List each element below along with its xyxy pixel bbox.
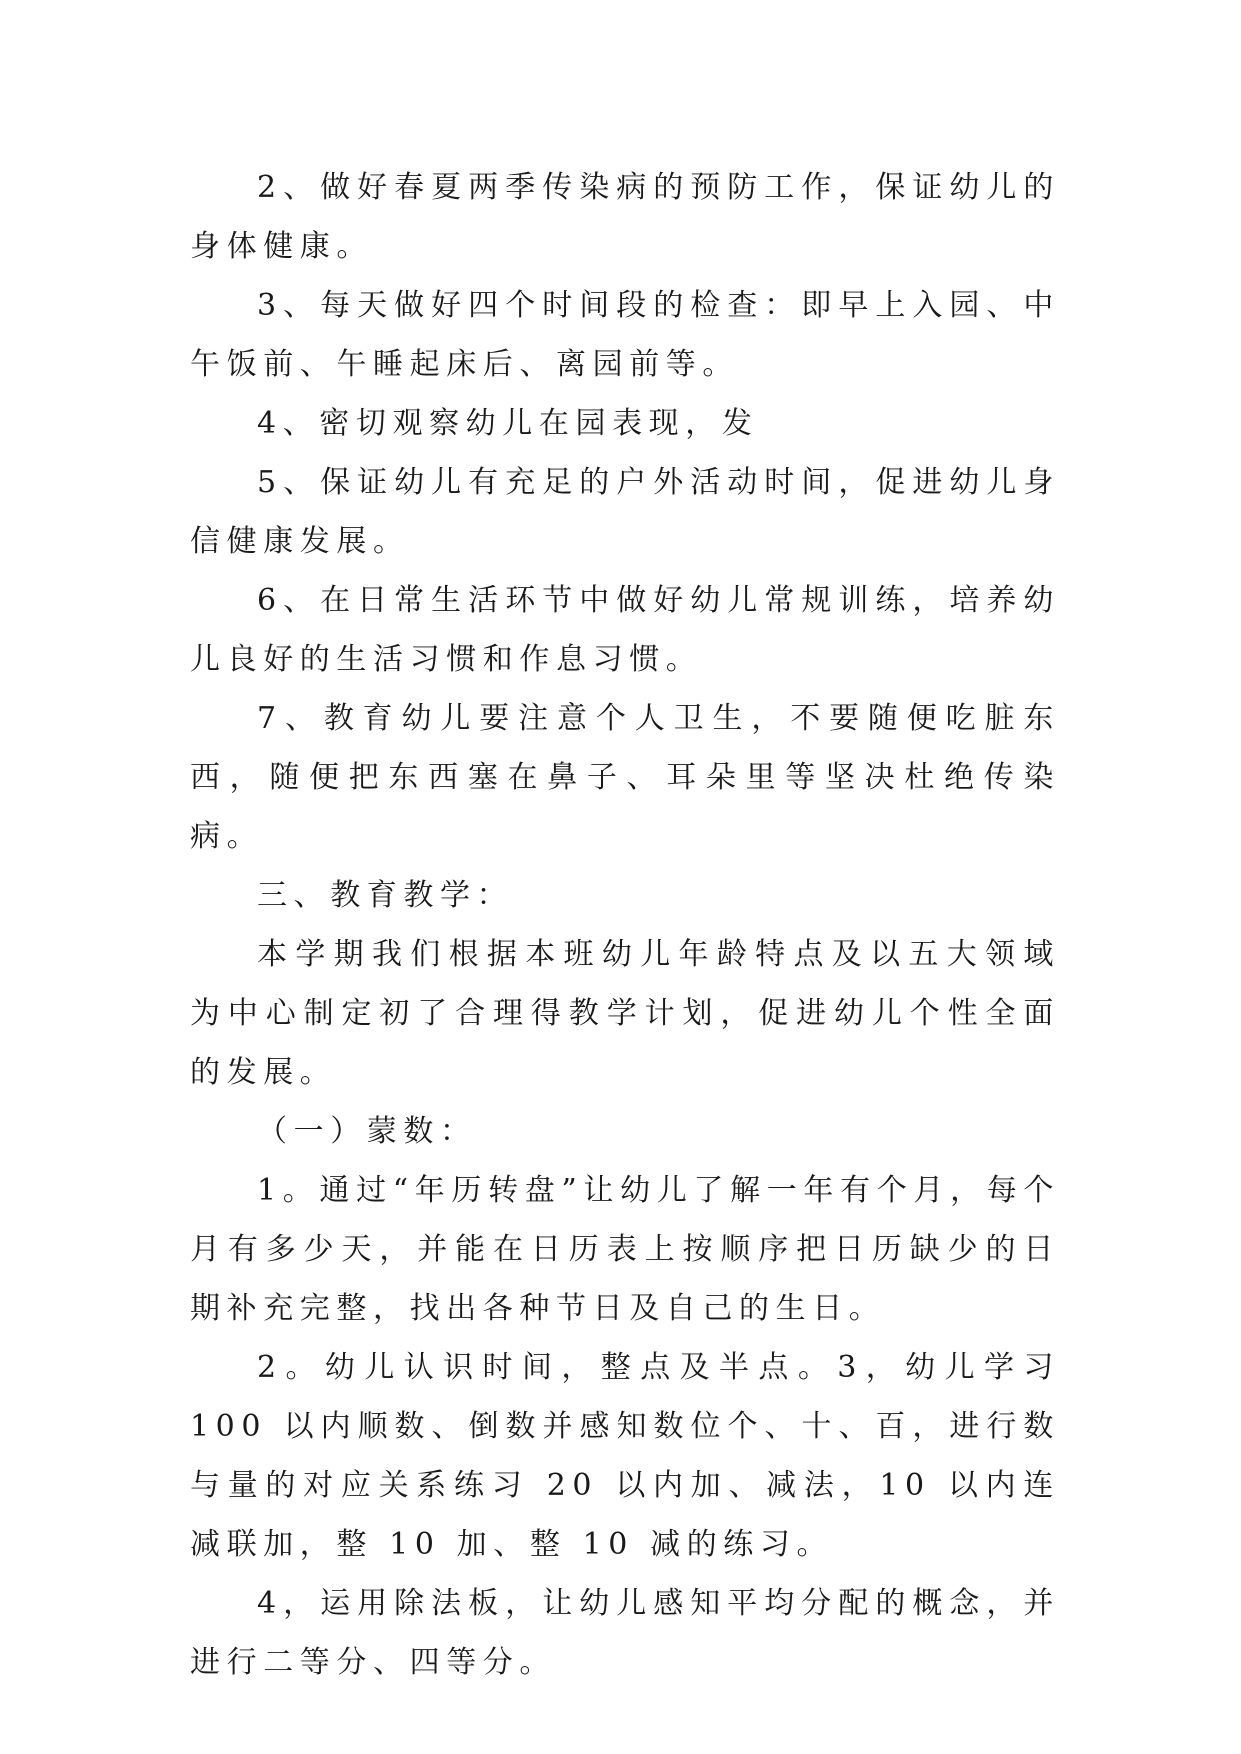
paragraph-health-item-5: 5、保证幼儿有充足的户外活动时间，促进幼儿身信健康发展。	[190, 465, 1060, 559]
document-body	[190, 158, 1060, 1692]
paragraph-health-item-4: 4、密切观察幼儿在园表现，发	[257, 406, 759, 441]
section-heading-education: 三、教育教学：	[257, 878, 514, 913]
paragraph-education-intro: 本学期我们根据本班幼儿年龄特点及以五大领域为中心制定初了合理得教学计划，促进幼儿个性全面的发展。	[190, 937, 1060, 1090]
paragraph-health-item-6: 6、在日常生活环节中做好幼儿常规训练，培养幼儿良好的生活习惯和作息习惯。	[190, 583, 1060, 677]
paragraph-health-item-3: 3、每天做好四个时间段的检查：即早上入园、中午饭前、午睡起床后、离园前等。	[190, 288, 1060, 382]
paragraph-math-item-2-3: 2。幼儿认识时间，整点及半点。3，幼儿学习 100 以内顺数、倒数并感知数位个、十、百，进行数与量的对应关系练习 20 以内加、减法，10 以内连减联加，整 10 加、整 10 减的练习。	[190, 1350, 1060, 1562]
paragraph-math-item-4: 4，运用除法板，让幼儿感知平均分配的概念，并进行二等分、四等分。	[190, 1586, 1060, 1680]
paragraph-health-item-7: 7、教育幼儿要注意个人卫生，不要随便吃脏东西，随便把东西塞在鼻子、耳朵里等坚决杜绝传染病。	[190, 701, 1060, 854]
subsection-heading-math: （一）蒙数：	[257, 1114, 477, 1149]
paragraph-health-item-2: 2、做好春夏两季传染病的预防工作，保证幼儿的身体健康。	[190, 170, 1060, 264]
paragraph-math-item-1: 1。通过“年历转盘”让幼儿了解一年有个月，每个月有多少天，并能在日历表上按顺序把日历缺少的日期补充完整，找出各种节日及自己的生日。	[190, 1173, 1060, 1326]
